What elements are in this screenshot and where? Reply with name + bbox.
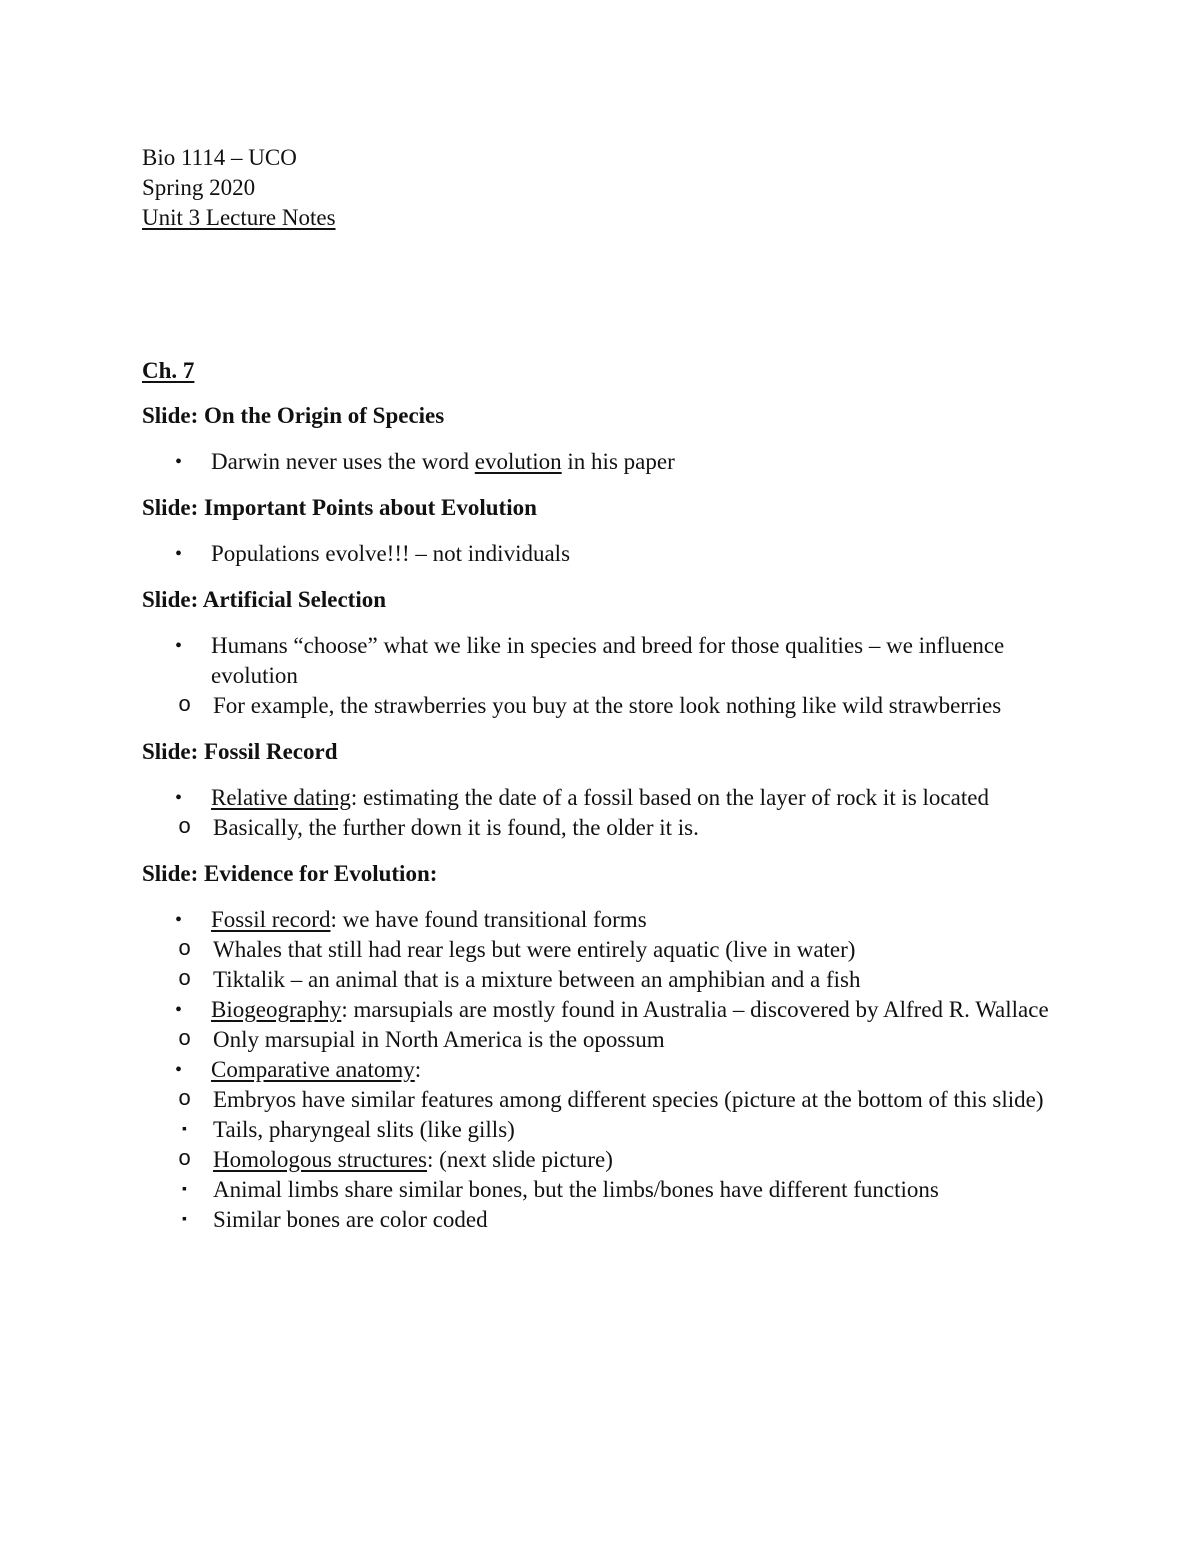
list-item-level-1: [142, 783, 1072, 813]
list-item-level-1: [142, 631, 1072, 691]
text-run: Similar bones are color coded: [213, 1207, 488, 1232]
bullet-list: [142, 539, 1072, 569]
list-item-level-1: [142, 447, 1072, 477]
text-run: Basically, the further down it is found, the older it is.: [213, 815, 699, 840]
bullet-icon: •: [175, 909, 183, 931]
list-item-text: [213, 1027, 665, 1052]
list-item-text: [211, 633, 1004, 688]
bullet-icon: •: [175, 787, 183, 809]
bullet-icon: o: [178, 1087, 192, 1112]
list-item-text: [213, 1177, 939, 1202]
slide-heading: Slide: Important Points about Evolution: [142, 495, 537, 520]
bullet-icon: •: [175, 635, 183, 657]
list-item-text: [211, 997, 1049, 1022]
underlined-term: Relative dating: [211, 785, 351, 810]
list-item-text: [211, 907, 647, 932]
bullet-icon: •: [175, 451, 183, 473]
text-run: : marsupials are mostly found in Australia – discovered by Alfred R. Wallace: [341, 997, 1049, 1022]
underlined-term: Fossil record: [211, 907, 331, 932]
list-item-text: [213, 1147, 613, 1172]
list-item-text: [213, 937, 855, 962]
document-title: Unit 3 Lecture Notes: [142, 205, 336, 230]
underlined-term: Homologous structures: [213, 1147, 428, 1172]
bullet-icon: o: [178, 693, 192, 718]
text-run: Embryos have similar features among different species (picture at the bottom of this slide): [213, 1087, 1044, 1112]
bullet-icon: •: [175, 543, 183, 565]
bullet-icon: •: [175, 999, 183, 1021]
bullet-list: [142, 447, 1072, 477]
bullet-icon: o: [178, 815, 192, 840]
bullet-icon: o: [178, 937, 192, 962]
list-item-level-2: [73, 965, 1072, 995]
slide-heading: Slide: On the Origin of Species: [142, 403, 445, 428]
list-item-level-2: [73, 935, 1072, 965]
list-item-level-1: [142, 1055, 1072, 1085]
bullet-list: [142, 905, 1072, 1235]
underlined-term: Comparative anatomy: [211, 1057, 415, 1082]
list-item-level-3: [2, 1115, 1072, 1145]
slide-heading: Slide: Evidence for Evolution:: [142, 861, 438, 886]
list-item-text: [213, 1087, 1044, 1112]
list-item-text: [211, 785, 989, 810]
text-run: in his paper: [561, 449, 675, 474]
bullet-icon: ▪: [182, 1182, 187, 1197]
slide-heading: Slide: Fossil Record: [142, 739, 338, 764]
bullet-list: [142, 631, 1072, 721]
text-run: Animal limbs share similar bones, but the limbs/bones have different functions: [213, 1177, 939, 1202]
bullet-icon: •: [175, 1059, 183, 1081]
text-run: Only marsupial in North America is the opossum: [213, 1027, 665, 1052]
bullet-icon: o: [178, 1147, 192, 1172]
course-name: Bio 1114 – UCO: [142, 145, 297, 170]
bullet-list: [142, 783, 1072, 843]
chapter-heading: Ch. 7: [142, 358, 195, 383]
term: Spring 2020: [142, 175, 256, 200]
list-item-text: [213, 967, 860, 992]
bullet-icon: ▪: [182, 1212, 187, 1227]
list-item-level-3: [2, 1175, 1072, 1205]
list-item-text: [211, 1057, 421, 1082]
list-item-level-3: [2, 1205, 1072, 1235]
list-item-level-2: [73, 691, 1072, 721]
bullet-icon: ▪: [182, 1122, 187, 1137]
slide-heading: Slide: Artificial Selection: [142, 587, 387, 612]
text-run: Humans “choose” what we like in species and breed for those qualities – we influence evolution: [211, 633, 1005, 688]
bullet-icon: o: [178, 967, 192, 992]
text-run: : estimating the date of a fossil based on the layer of rock it is located: [350, 785, 989, 810]
text-run: Darwin never uses the word: [211, 449, 475, 474]
list-item-level-1: [142, 995, 1072, 1025]
list-item-text: [211, 449, 675, 474]
text-run: Populations evolve!!! – not individuals: [211, 541, 571, 566]
text-run: Whales that still had rear legs but were entirely aquatic (live in water): [213, 937, 856, 962]
list-item-text: [213, 1117, 515, 1142]
lecture-notes: [142, 401, 1072, 1251]
list-item-level-2: [73, 1085, 1072, 1115]
list-item-text: [213, 1207, 488, 1232]
text-run: For example, the strawberries you buy at the store look nothing like wild strawberries: [213, 693, 1002, 718]
text-run: : we have found transitional forms: [330, 907, 647, 932]
bullet-icon: o: [178, 1027, 192, 1052]
list-item-level-2: [73, 1145, 1072, 1175]
list-item-text: [213, 693, 1001, 718]
text-run: Tiktalik – an animal that is a mixture between an amphibian and a fish: [213, 967, 861, 992]
text-run: : (next slide picture): [427, 1147, 613, 1172]
list-item-level-1: [142, 539, 1072, 569]
text-run: :: [414, 1057, 422, 1082]
list-item-level-1: [142, 905, 1072, 935]
underlined-term: Biogeography: [211, 997, 342, 1022]
list-item-text: [211, 541, 570, 566]
list-item-level-2: [73, 813, 1072, 843]
document-page: [142, 143, 1072, 1232]
list-item-text: [213, 815, 699, 840]
text-run: Tails, pharyngeal slits (like gills): [213, 1117, 515, 1142]
underlined-term: evolution: [474, 449, 562, 474]
list-item-level-2: [73, 1025, 1072, 1055]
